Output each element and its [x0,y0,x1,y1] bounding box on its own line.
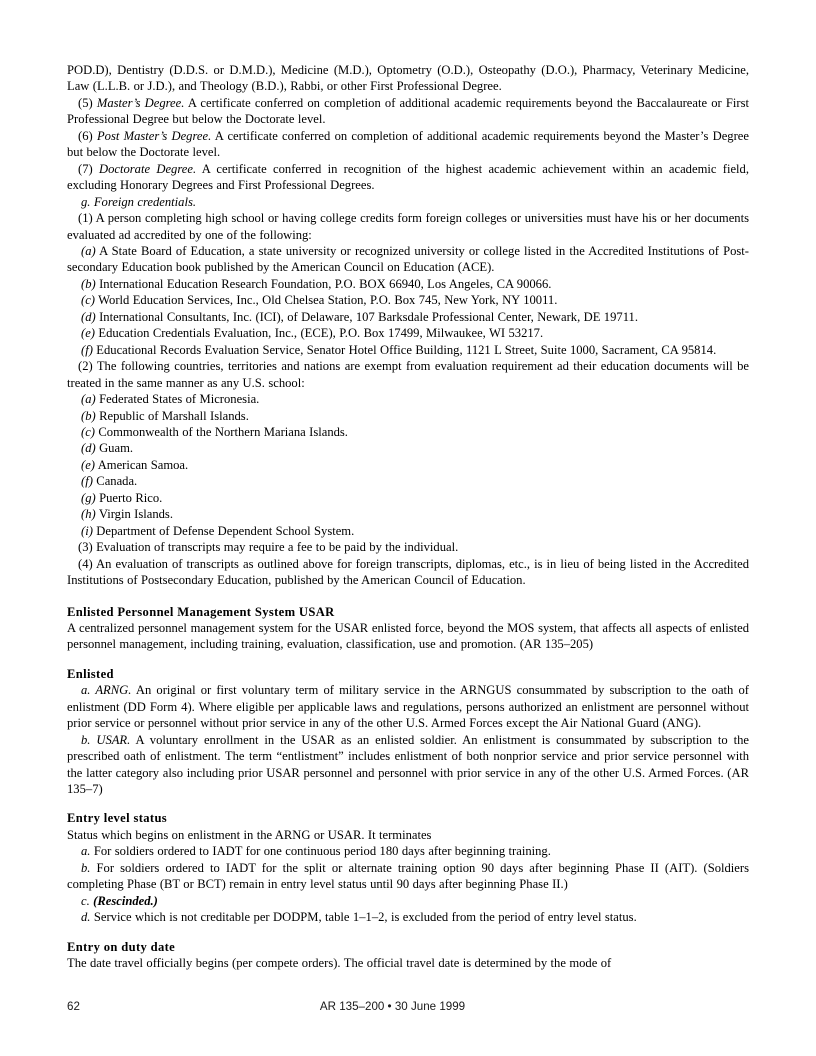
run-text: Educational Records Evaluation Service, Senator Hotel Office Building, 1121 L Street, Suite 1000, Sacrament, CA 95814. [92,342,717,357]
emphasis-text: (f) [81,474,93,489]
run-text: A voluntary enrollment in the USAR as an enlisted soldier. An enlistment is consummated by subscription to the prescribed oath of enlistment. The term “entlistment” includes enlistment of both nonprior service and prior service personnel with the latter category also including prior USAR personnel and personnel with prior service in any of the other U.S. Armed Forces. (AR 135–7) [67,732,749,797]
emphasis-text: Master’s Degree. [96,95,185,110]
run-text: (6) [78,128,97,143]
body-paragraph [67,194,749,210]
section-spacer [67,653,749,666]
run-text: For soldiers ordered to IADT for the split or alternate training option 90 days after beginning Phase II (AIT). (Soldiers completing Phase (BT or BCT) remain in entry level status until 90 days after beginning Phase II.) [67,860,749,892]
run-text: International Consultants, Inc. (ICI), of Delaware, 107 Barksdale Professional Center, Newark, DE 19711. [95,309,638,324]
emphasis-text: (e) [81,457,95,472]
run-text: Commonwealth of the Northern Mariana Islands. [94,424,348,439]
run-text: Department of Defense Dependent School System. [92,523,355,538]
body-paragraph [67,276,749,292]
run-text: For soldiers ordered to IADT for one continuous period 180 days after beginning training. [90,844,551,859]
emphasis-text: Doctorate Degree. [98,161,197,176]
body-paragraph [67,342,749,358]
run-text: World Education Services, Inc., Old Chelsea Station, P.O. Box 745, New York, NY 10011. [94,293,558,308]
strong-emphasis-text: (Rescinded.) [93,893,158,908]
body-paragraph [67,292,749,308]
body-paragraph [67,243,749,276]
body-paragraph [67,827,749,843]
section-spacer [67,926,749,939]
emphasis-text: (g) [81,490,96,505]
body-flow [67,62,749,972]
run-text: Education Credentials Evaluation, Inc., (ECE), P.O. Box 17499, Milwaukee, WI 53217. [94,326,544,341]
emphasis-text: g. Foreign credentials. [81,194,196,209]
section-heading: Entry on duty date [67,939,176,954]
body-paragraph [67,457,749,473]
run-text: (2) The following countries, territories and nations are exempt from evaluation requirement ad their education documents will be treated in the same manner as any U.S. school: [67,359,749,390]
emphasis-text: (b) [81,408,96,423]
emphasis-text: Post Master’s Degree. [96,128,212,143]
emphasis-text: (a) [81,392,96,407]
emphasis-text: d. [81,910,91,925]
footer-page-number: 62 [67,1000,80,1013]
emphasis-text: b. [81,860,91,875]
run-text: An original or first voluntary term of military service in the ARNGUS consummated by subscription to the oath of enlistment (DD Form 4). Where eligible per applicable laws and regulations, persons authorized an enlistment are personnel without prior service or personnel without prior service in any of the other U.S. Armed Forces except the Air National Guard (ANG). [67,683,749,731]
body-paragraph [67,860,749,893]
run-text: Republic of Marshall Islands. [95,408,249,423]
run-text: (7) [78,161,99,176]
body-paragraph [67,358,749,391]
body-paragraph [67,309,749,325]
run-text: (1) A person completing high school or having college credits form foreign colleges or universities must have his or her documents evaluated ad accredited by one of the following: [67,211,749,242]
body-paragraph [67,893,749,909]
body-paragraph [67,490,749,506]
section-spacer [67,797,749,810]
body-paragraph [67,539,749,555]
body-paragraph [67,523,749,539]
run-text: International Education Research Foundation, P.O. BOX 66940, Los Angeles, CA 90066. [95,276,552,291]
emphasis-text: (b) [81,276,96,291]
run-text: A certificate conferred on completion of additional academic requirements beyond the Master’s Degree but below the Doctorate level. [67,128,749,160]
body-paragraph [67,473,749,489]
run-text: Status which begins on enlistment in the ARNG or USAR. It terminates [67,827,432,842]
emphasis-text: a. ARNG. [81,683,132,698]
body-paragraph [67,620,749,653]
emphasis-text: (f) [81,342,93,357]
body-paragraph [67,955,749,971]
run-text: A State Board of Education, a state university or recognized university or college listed in the Accredited Institutions of Post-secondary Education book published by the American Council on Education (ACE). [67,243,749,275]
body-paragraph [67,732,749,798]
body-paragraph [67,843,749,859]
run-text: Guam. [95,441,134,456]
body-paragraph [67,128,749,161]
run-text: Service which is not creditable per DODPM, table 1–1–2, is excluded from the period of entry level status. [90,910,637,925]
body-paragraph [67,556,749,589]
body-paragraph [67,161,749,194]
section-heading: Entry level status [67,811,168,826]
body-paragraph [67,391,749,407]
run-text: American Samoa. [94,457,189,472]
run-text: A certificate conferred in recognition of the highest academic achievement within an academic field, excluding Honorary Degrees and First Professional Degrees. [67,161,749,193]
run-text: Canada. [92,474,138,489]
section-heading: Enlisted [67,666,114,681]
body-paragraph [67,424,749,440]
body-paragraph [67,909,749,925]
emphasis-text: (d) [81,309,96,324]
emphasis-text: (h) [81,507,96,522]
body-paragraph [67,95,749,128]
emphasis-text: (d) [81,441,96,456]
run-text: A certificate conferred on completion of additional academic requirements beyond the Baccalaureate or First Professional Degree but below the Doctorate level. [67,95,749,127]
emphasis-text: b. USAR. [81,732,131,747]
emphasis-text: (c) [81,424,95,439]
run-text: The date travel officially begins (per compete orders). The official travel date is determined by the mode of [67,956,612,971]
run-text: Puerto Rico. [95,490,163,505]
body-paragraph [67,210,749,243]
footer-citation: AR 135–200 • 30 June 1999 [319,1000,466,1013]
run-text: (5) [78,95,97,110]
run-text: Federated States of Micronesia. [95,392,260,407]
page-footer [67,1000,749,1018]
emphasis-text: (i) [81,523,93,538]
section-heading: Enlisted Personnel Management System USAR [67,604,335,619]
body-paragraph [67,325,749,341]
text-column [67,62,749,972]
run-text: (4) An evaluation of transcripts as outlined above for foreign transcripts, diplomas, etc., is in lieu of being listed in the Accredited Institutions of Postsecondary Education, published by the American Council of Education. [67,556,749,588]
body-paragraph [67,408,749,424]
body-paragraph [67,440,749,456]
body-paragraph [67,62,749,95]
body-paragraph [67,682,749,731]
run-text: Virgin Islands. [95,507,173,522]
emphasis-text: (e) [81,326,95,341]
run-text: POD.D), Dentistry (D.D.S. or D.M.D.), Medicine (M.D.), Optometry (O.D.), Osteopathy (D.O.), Pharmacy, Veterinary Medicine, Law (L.L.B. or J.D.), and Theology (B.D.), Rabbi, or other First Professional Degree. [67,63,749,94]
emphasis-text: (c) [81,293,95,308]
body-paragraph [67,506,749,522]
emphasis-text: a. [81,844,91,859]
emphasis-text: c. [81,893,90,908]
emphasis-text: (a) [81,243,96,258]
run-text: (3) Evaluation of transcripts may require a fee to be paid by the individual. [78,540,459,555]
section-spacer [67,589,749,604]
run-text: A centralized personnel management system for the USAR enlisted force, beyond the MOS system, that affects all aspects of enlisted personnel management, including training, evaluation, classification, use and promotion. (AR 135–205) [67,620,749,652]
